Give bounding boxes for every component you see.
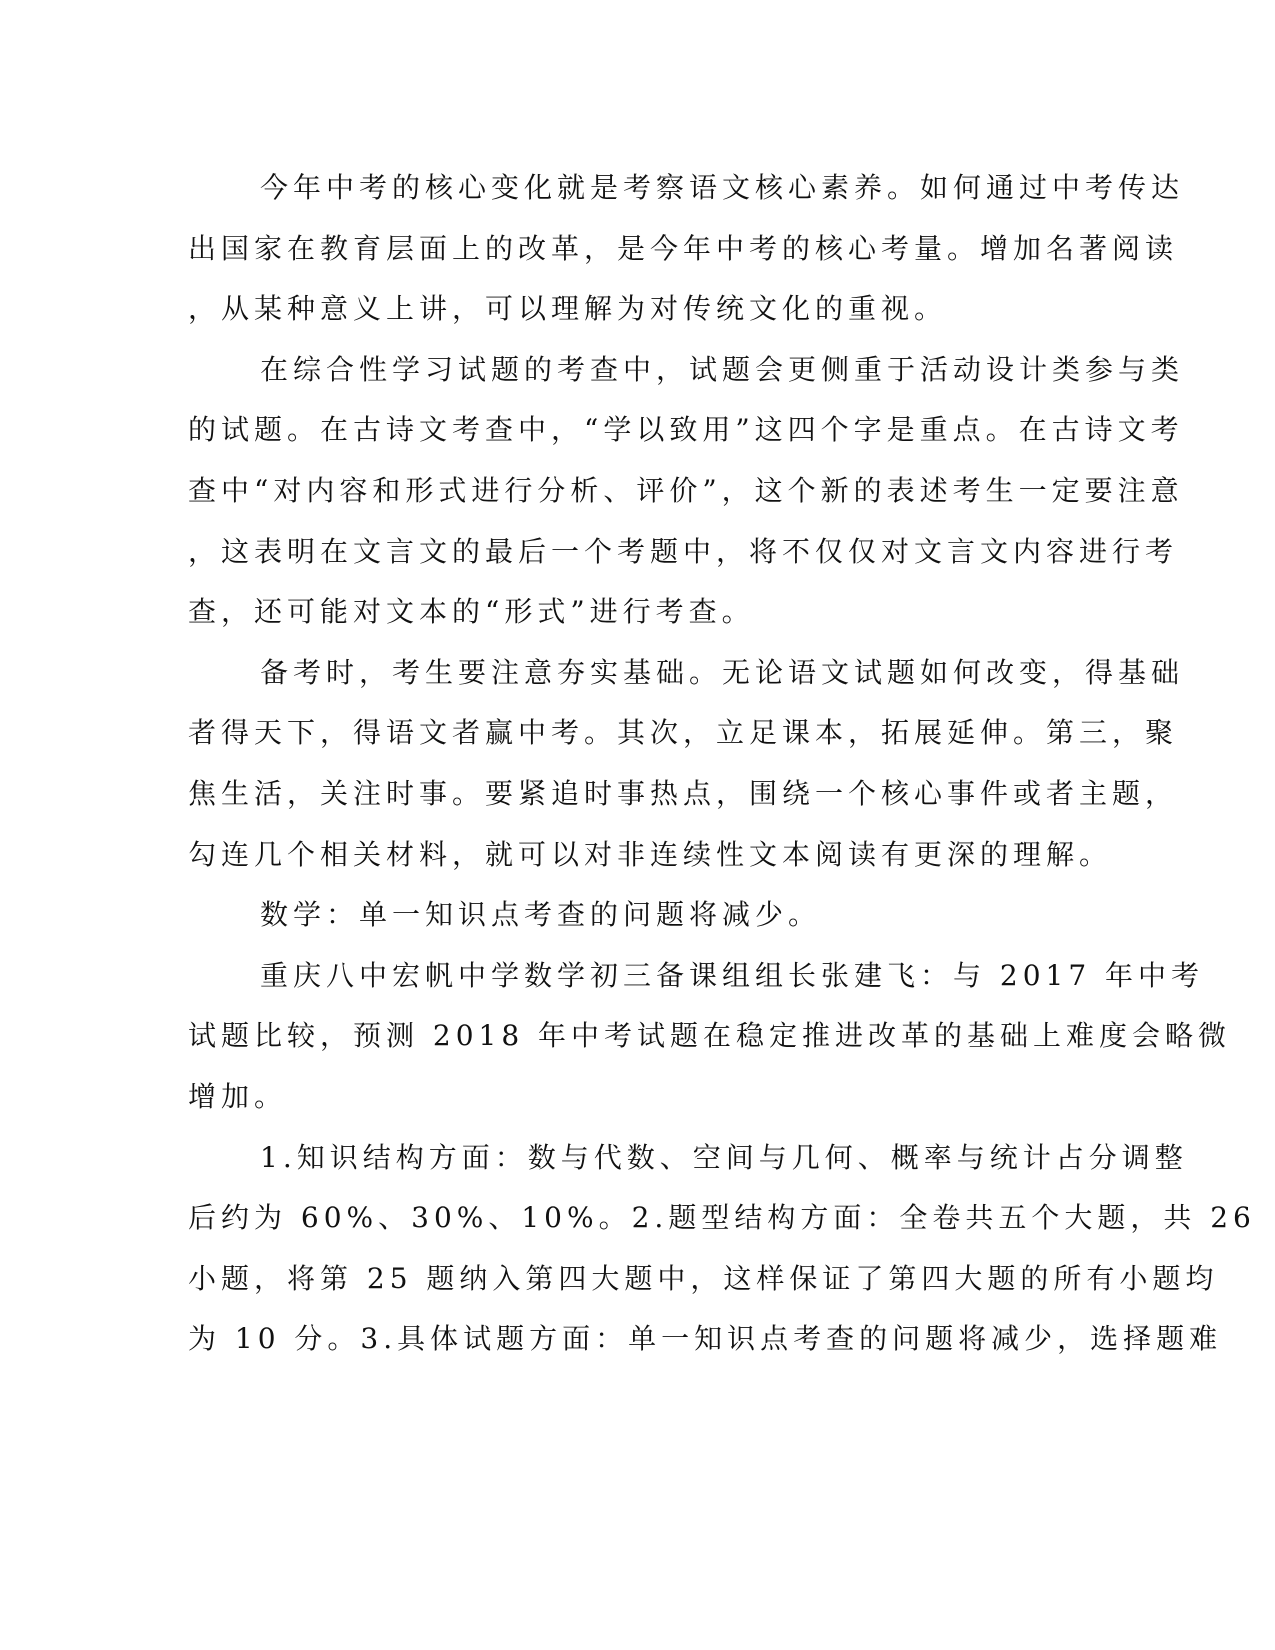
text-line: 在综合性学习试题的考查中，试题会更侧重于活动设计类参与类: [260, 352, 1185, 386]
document-body: [188, 158, 1256, 1370]
text-line: ，这表明在文言文的最后一个考题中，将不仅仅对文言文内容进行考: [188, 534, 1179, 568]
text-line: 为 10 分。3.具体试题方面：单一知识点考查的问题将减少，选择题难: [188, 1322, 1223, 1356]
text-line: ，从某种意义上讲，可以理解为对传统文化的重视。: [188, 292, 948, 326]
text-line: 的试题。在古诗文考查中，“学以致用”这四个字是重点。在古诗文考: [188, 413, 1184, 447]
text-line: 出国家在教育层面上的改革，是今年中考的核心考量。增加名著阅读: [188, 231, 1179, 265]
text-line: 试题比较，预测 2018 年中考试题在稳定推进改革的基础上难度会略微: [188, 1019, 1232, 1053]
text-line: 增加。: [188, 1079, 288, 1113]
text-line: 查，还可能对文本的“形式”进行考查。: [188, 595, 755, 629]
text-line: 小题，将第 25 题纳入第四大题中，这样保证了第四大题的所有小题均: [188, 1261, 1219, 1295]
text-line: 后约为 60%、30%、10%。2.题型结构方面：全卷共五个大题，共 26: [188, 1201, 1256, 1235]
text-line: 勾连几个相关材料，就可以对非连续性文本阅读有更深的理解。: [188, 837, 1113, 871]
text-line: 查中“对内容和形式进行分析、评价”，这个新的表述考生一定要注意: [188, 473, 1184, 507]
text-line: 重庆八中宏帆中学数学初三备课组组长张建飞：与 2017 年中考: [260, 958, 1205, 992]
section-heading: 数学：单一知识点考查的问题将减少。: [260, 898, 822, 932]
text-line: 者得天下，得语文者赢中考。其次，立足课本，拓展延伸。第三，聚: [188, 716, 1179, 750]
text-line: 焦生活，关注时事。要紧追时事热点，围绕一个核心事件或者主题，: [188, 776, 1179, 810]
text-line: 今年中考的核心变化就是考察语文核心素养。如何通过中考传达: [260, 171, 1185, 204]
text-line: 1.知识结构方面：数与代数、空间与几何、概率与统计占分调整: [260, 1140, 1188, 1174]
text-line: 备考时，考生要注意夯实基础。无论语文试题如何改变，得基础: [260, 655, 1185, 689]
